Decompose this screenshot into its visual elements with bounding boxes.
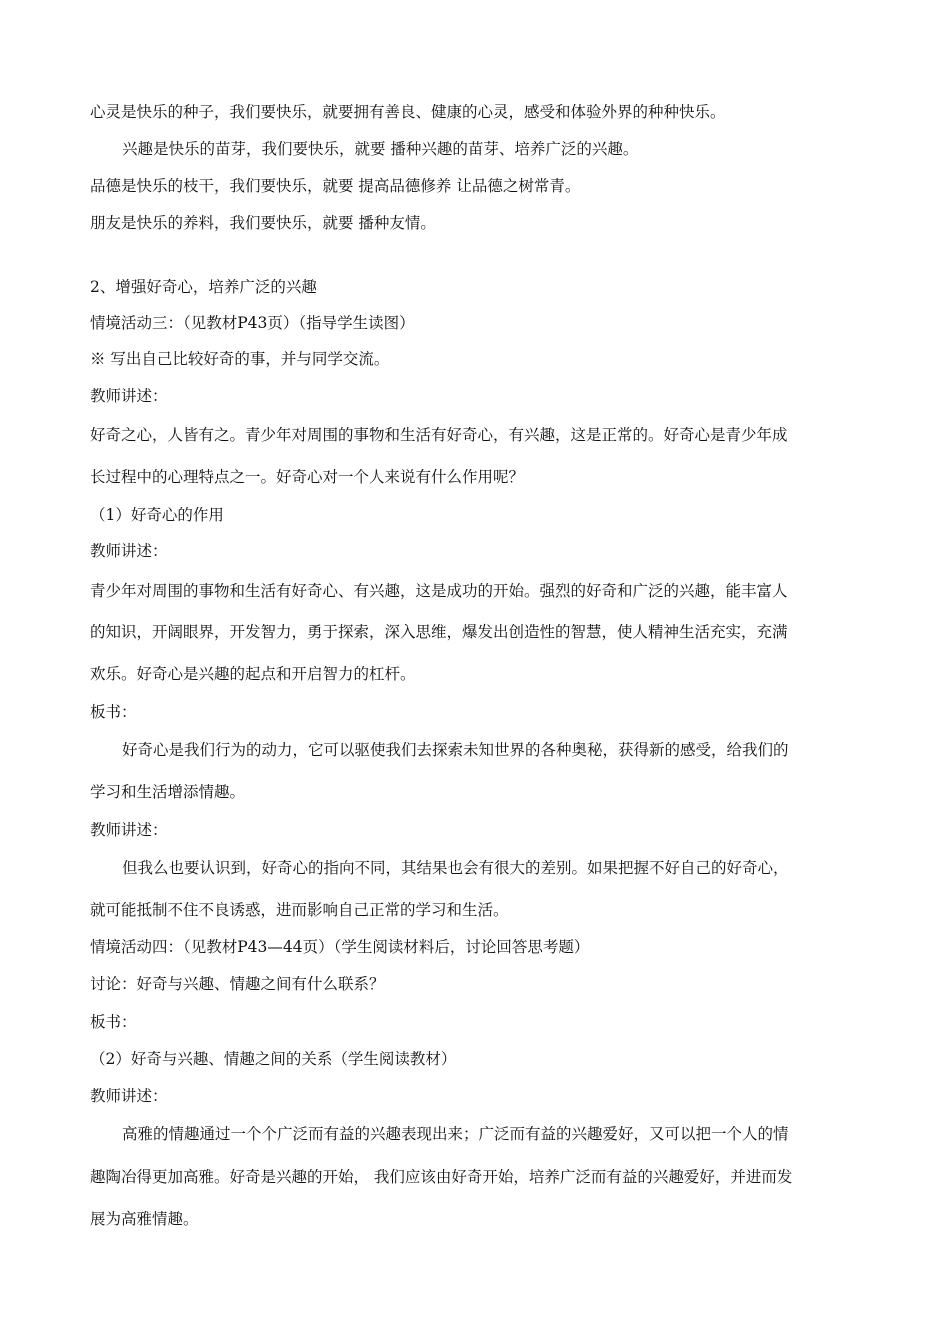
paragraph-line: 品德是快乐的枝干，我们要快乐，就要 提高品德修养 让品德之树常青。 [90,177,581,195]
paragraph-line: 讨论：好奇与兴趣、情趣之间有什么联系？ [90,975,385,993]
paragraph-line: 学习和生活增添情趣。 [90,783,246,801]
paragraph-line: 好奇之心，人皆有之。青少年对周围的事物和生活有好奇心，有兴趣，这是正常的。好奇心是青少年成 [90,426,788,444]
paragraph-line: 心灵是快乐的种子，我们要快乐，就要拥有善良、健康的心灵，感受和体验外界的种种快乐。 [90,103,726,121]
paragraph-line: 朋友是快乐的养料，我们要快乐，就要 播种友情。 [90,214,436,232]
paragraph-line: 高雅的情趣通过一个个广泛而有益的兴趣表现出来；广泛而有益的兴趣爱好，又可以把一个人的情 [122,1125,789,1143]
paragraph-line: 好奇心是我们行为的动力，它可以驱使我们去探索未知世界的各种奥秘，获得新的感受，给我们的 [122,741,789,759]
subheading: （1）好奇心的作用 [90,506,224,524]
paragraph-line: 但我么也要认识到，好奇心的指向不同，其结果也会有很大的差别。如果把握不好自己的好奇心， [122,859,789,877]
subheading: （2）好奇与兴趣、情趣之间的关系（学生阅读教材） [90,1050,457,1068]
paragraph-line: 青少年对周围的事物和生活有好奇心、有兴趣，这是成功的开始。强烈的好奇和广泛的兴趣，能丰富人 [90,582,788,600]
label-line: 教师讲述： [90,821,168,839]
paragraph-line: 的知识，开阔眼界，开发智力，勇于探索，深入思维，爆发出创造性的智慧，使人精神生活充实，充满 [90,623,788,641]
paragraph-line: 情境活动四：（见教材P43—44页）（学生阅读材料后，讨论回答思考题） [90,938,590,956]
label-line: 板书： [90,1013,137,1031]
paragraph-line: 情境活动三：（见教材P43页）（指导学生读图） [90,314,415,332]
paragraph-line: 就可能抵制不住不良诱惑，进而影响自己正常的学习和生活。 [90,901,509,919]
section-heading: 2、增强好奇心，培养广泛的兴趣 [90,278,317,296]
paragraph-line: 长过程中的心理特点之一。好奇心对一个人来说有什么作用呢？ [90,468,525,486]
label-line: 教师讲述： [90,1087,168,1105]
paragraph-line: ※ 写出自己比较好奇的事，并与同学交流。 [90,350,390,368]
label-line: 板书： [90,703,137,721]
paragraph-line: 展为高雅情趣。 [90,1210,199,1228]
paragraph-line: 趣陶冶得更加高雅。好奇是兴趣的开始， 我们应该由好奇开始，培养广泛而有益的兴趣爱好，并进而发 [90,1168,793,1186]
paragraph-line: 兴趣是快乐的苗芽，我们要快乐，就要 播种兴趣的苗芽、培养广泛的兴趣。 [122,140,639,158]
label-line: 教师讲述： [90,542,168,560]
label-line: 教师讲述： [90,387,168,405]
paragraph-line: 欢乐。好奇心是兴趣的起点和开启智力的杠杆。 [90,665,416,683]
